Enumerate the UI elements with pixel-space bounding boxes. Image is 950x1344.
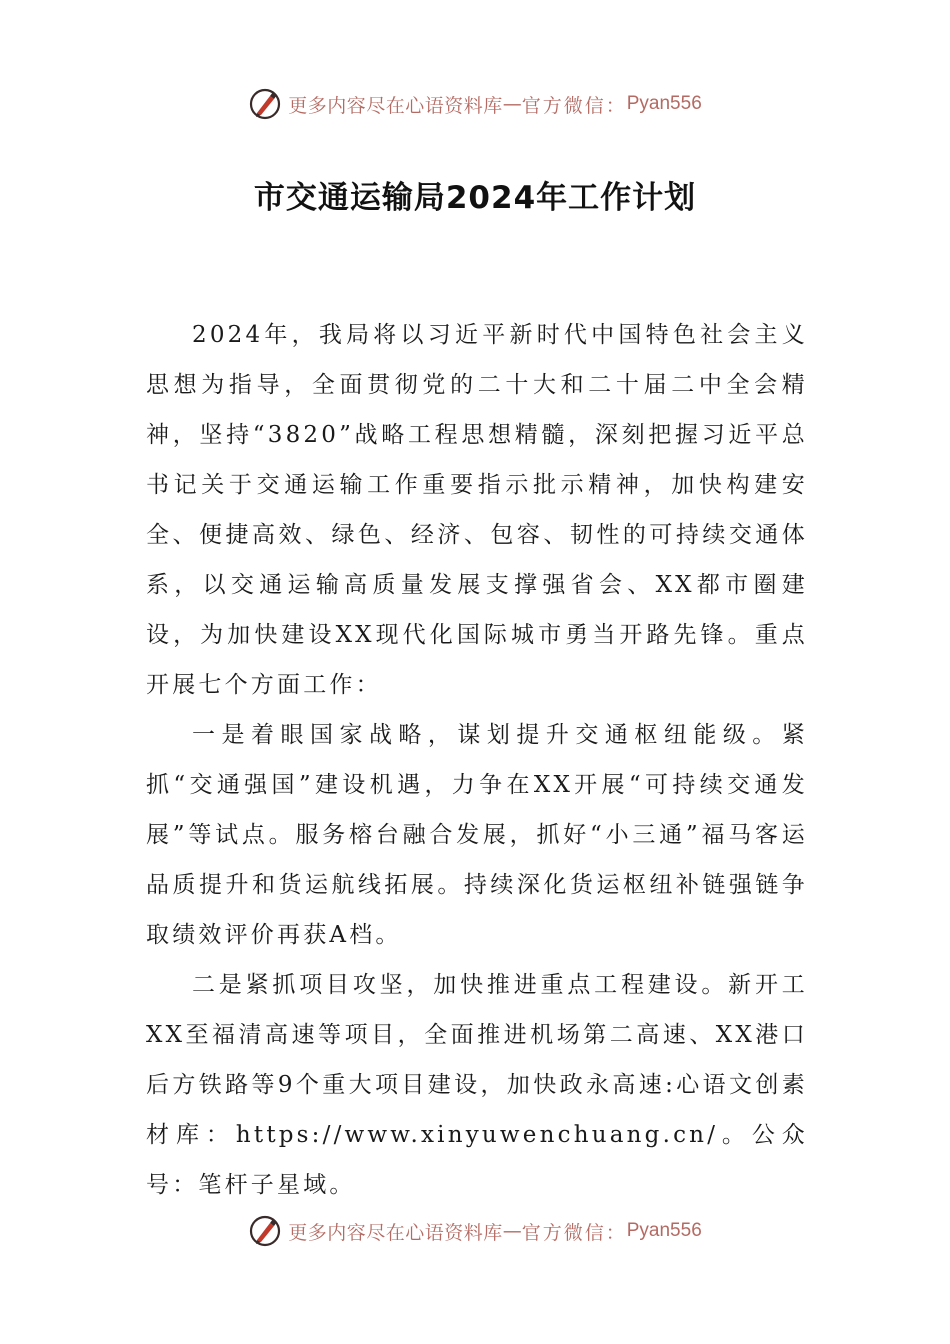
paragraph-point-two: 二是紧抓项目攻坚，加快推进重点工程建设。新开工XX至福清高速等项目，全面推进机场第二高速、XX港口后方铁路等9个重大项目建设，加快政永高速:心语文创素材库：https://www.xinyuwenchuang.cn/。公众号：笔杆子星域。 [146,972,808,1198]
document-title: 市交通运输局2024年工作计划 [253,180,697,216]
paragraph-intro: 2024年，我局将以习近平新时代中国特色社会主义思想为指导，全面贯彻党的二十大和二十届二中全会精神，坚持“3820”战略工程思想精髓，深刻把握习近平总书记关于交通运输工作重要指示批示精神，加快构建安全、便捷高效、绿色、经济、包容、韧性的可持续交通体系，以交通运输高质量发展支撑强省会、XX都市圈建设，为加快建设XX现代化国际城市勇当开路先锋。重点开展七个方面工作： [146,322,808,698]
document-body [146,310,808,1210]
header-banner [0,84,950,124]
banner-official-label: 官方微信： [521,94,627,117]
pen-nib-circle-logo-icon [248,87,282,121]
footer-banner [0,1211,950,1251]
banner-dash: — [502,1220,522,1242]
pen-nib-circle-logo-icon [248,1214,282,1248]
banner-wechat-id: Pyan556 [626,93,702,114]
banner-slogan: 更多内容尽在心语资料库 [288,1221,503,1244]
banner-official-label: 官方微信： [521,1221,627,1244]
banner-dash: — [502,93,522,115]
banner-slogan: 更多内容尽在心语资料库 [288,94,503,117]
paragraph-point-one: 一是着眼国家战略，谋划提升交通枢纽能级。紧抓“交通强国”建设机遇，力争在XX开展“可持续交通发展”等试点。服务榕台融合发展，抓好“小三通”福马客运品质提升和货运航线拓展。持续深化货运枢纽补链强链争取绩效评价再获A档。 [146,722,808,948]
banner-wechat-id: Pyan556 [626,1220,702,1241]
